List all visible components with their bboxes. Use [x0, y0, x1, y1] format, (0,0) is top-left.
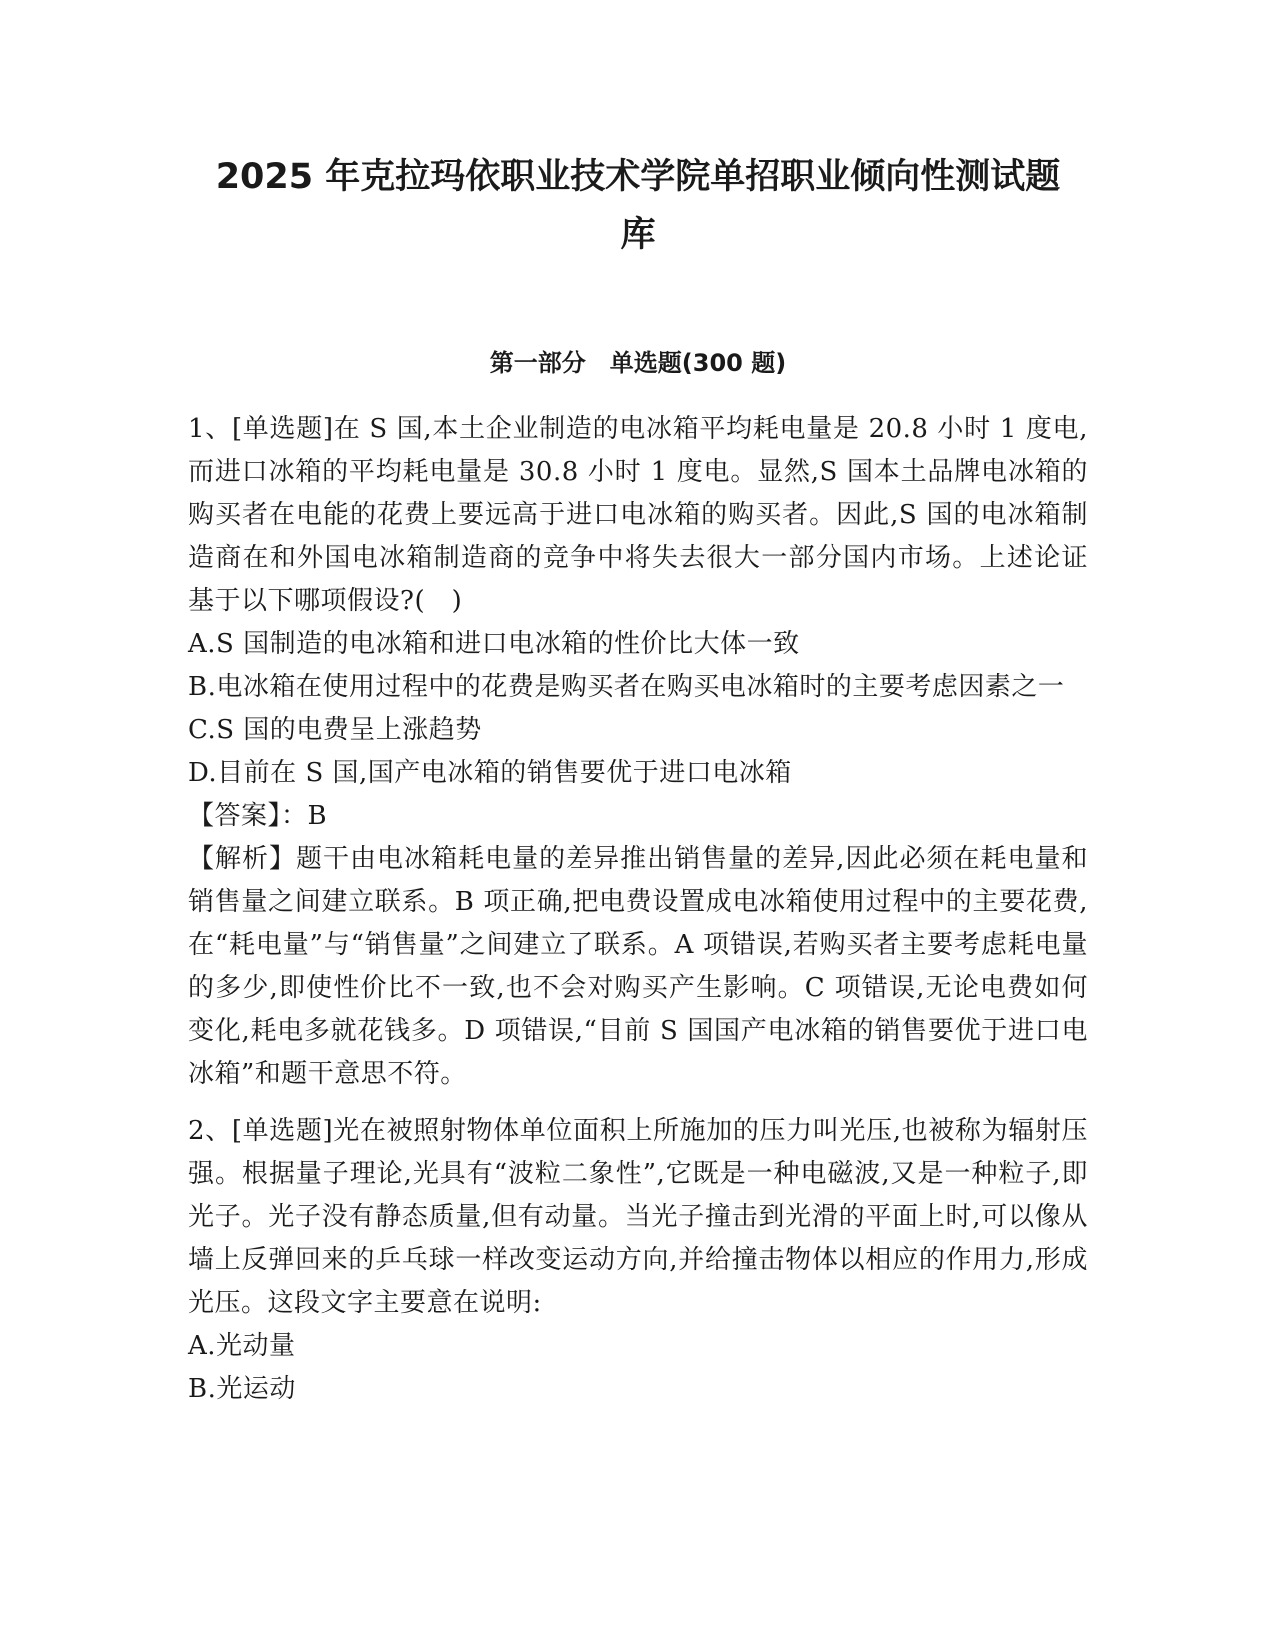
document-title-line1: 2025 年克拉玛依职业技术学院单招职业倾向性测试题 — [215, 157, 1061, 197]
question-2-option-a: A.光动量 — [188, 1331, 296, 1361]
question-2-option-b: B.光运动 — [188, 1374, 296, 1404]
question-1-option-a: A.S 国制造的电冰箱和进口电冰箱的性价比大体一致 — [188, 629, 800, 659]
document-title-line2: 库 — [620, 215, 656, 255]
question-1-option-c: C.S 国的电费呈上涨趋势 — [188, 715, 482, 745]
question-2 — [188, 1110, 1088, 1411]
question-1-stem: 1、[单选题]在 S 国,本土企业制造的电冰箱平均耗电量是 20.8 小时 1 度电,而进口冰箱的平均耗电量是 30.8 小时 1 度电。显然,S 国本土品牌电冰箱的购买者在电能的花费上要远高于进口电冰箱的购买者。因此,S 国的电冰箱制造商在和外国电冰箱制造商的竞争中将失去很大一部分国内市场。上述论证基于以下哪项假设?( ) — [188, 414, 1088, 616]
document-title — [188, 148, 1088, 264]
question-2-stem: 2、[单选题]光在被照射物体单位面积上所施加的压力叫光压,也被称为辐射压强。根据量子理论,光具有“波粒二象性”,它既是一种电磁波,又是一种粒子,即光子。光子没有静态质量,但有动量。当光子撞击到光滑的平面上时,可以像从墙上反弹回来的乒乓球一样改变运动方向,并给撞击物体以相应的作用力,形成光压。这段文字主要意在说明: — [188, 1116, 1088, 1318]
document-page — [188, 0, 1088, 1650]
section-title: 第一部分 单选题(300 题) — [489, 349, 787, 377]
question-1-answer: 【答案】：B — [188, 801, 328, 831]
question-1-option-d: D.目前在 S 国,国产电冰箱的销售要优于进口电冰箱 — [188, 758, 792, 788]
question-1-analysis: 【解析】题干由电冰箱耗电量的差异推出销售量的差异,因此必须在耗电量和销售量之间建立联系。B 项正确,把电费设置成电冰箱使用过程中的主要花费,在“耗电量”与“销售量”之间建立了联系。A 项错误,若购买者主要考虑耗电量的多少,即使性价比不一致,也不会对购买产生影响。C 项错误,无论电费如何变化,耗电多就花钱多。D 项错误,“目前 S 国国产电冰箱的销售要优于进口电冰箱”和题干意思不符。 — [188, 844, 1088, 1089]
question-1 — [188, 408, 1088, 1096]
question-1-option-b: B.电冰箱在使用过程中的花费是购买者在购买电冰箱时的主要考虑因素之一 — [188, 672, 1065, 702]
